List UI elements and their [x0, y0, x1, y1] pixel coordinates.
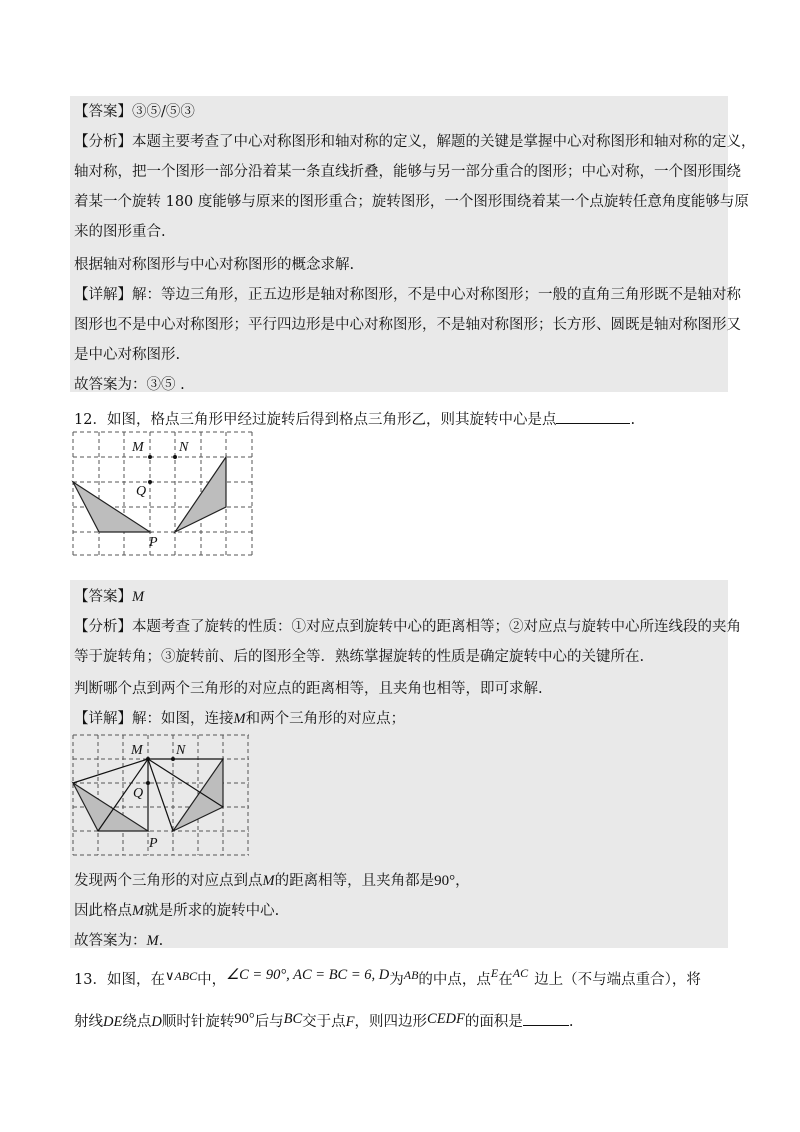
label-n: N [179, 440, 189, 455]
q12-analysis-note: 判断哪个点到两个三角形的对应点的距离相等，且夹角也相等，即可求解. [74, 681, 543, 697]
detail-label: 【详解】 [74, 287, 132, 303]
label-m: M [131, 743, 143, 758]
q13-stem-line-1: 13．如图，在∨$^{ABC}$中，∠C = 90°, AC = BC = 6, D为$^{AB}$的中点，点$^E$在$^{AC}$ 边上（不与端点重合），将 [74, 966, 701, 988]
answer-blank [556, 409, 630, 424]
q12-detail-line: 【详解】解：如图，连接M和两个三角形的对应点； [74, 711, 406, 727]
q11-analysis-note: 根据轴对称图形与中心对称图形的概念求解. [74, 257, 355, 273]
q11-analysis-line-2: 轴对称，把一个图形一部分沿着某一条直线折叠，能够与另一部分重合的图形；中心对称，一个图形围绕 [74, 164, 741, 180]
q12-conclusion: 因此格点M就是所求的旋转中心. [74, 903, 280, 919]
triangle-symbol: ∨ [164, 968, 175, 983]
angle-value: 90° [434, 873, 456, 889]
label-m: M [132, 440, 144, 455]
label-p: P [149, 535, 158, 550]
q11-analysis-line-4: 来的图形重合. [74, 224, 166, 240]
q11-detail-line-1: 【详解】解：等边三角形，正五边形是轴对称图形，不是中心对称图形；一般的直角三角形既不是轴对称 [74, 287, 741, 303]
label-q: Q [133, 786, 144, 801]
q11-answer [74, 100, 195, 121]
point-n-dot [171, 757, 175, 761]
answer-label: 【答案】 [74, 589, 132, 605]
q11-analysis-line-1: 【分析】本题主要考查了中心对称图形和轴对称的定义，解题的关键是掌握中心对称图形和轴对称的定义， [74, 134, 756, 150]
analysis-label: 【分析】 [74, 134, 132, 150]
q12-stem: 12．如图，格点三角形甲经过旋转后得到格点三角形乙，则其旋转中心是点 . [74, 408, 635, 429]
point-n-dot [173, 455, 177, 459]
q11-final-answer: 故答案为：③⑤ . [74, 377, 185, 393]
point-m-dot [146, 757, 150, 761]
q11-detail-line-3: 是中心对称图形. [74, 347, 181, 363]
q13-stem-line-2: 射线DE绕点D顺时针旋转90°后与BC交于点F，则四边形CEDF的面积是 . [74, 1011, 574, 1030]
q12-answer [74, 585, 144, 606]
point-q-dot [148, 480, 152, 484]
q11-detail-line-2: 图形也不是中心对称图形；平行四边形是中心对称图形，不是轴对称图形；长方形、圆既是轴对称图形又 [74, 317, 741, 333]
q12-solution-figure [71, 733, 253, 859]
label-q: Q [136, 484, 147, 499]
detail-label: 【详解】 [74, 711, 132, 727]
point-q-dot [146, 781, 150, 785]
point-m-dot [148, 455, 152, 459]
given-conditions: ∠C = 90°, AC = BC = 6, D [226, 967, 390, 983]
answer-value: ③⑤/⑤③ [132, 104, 195, 120]
q12-figure-grid [71, 430, 255, 558]
q11-analysis-line-3: 着某一个旋转 180 度能够与原来的图形重合；旋转图形，一个图形围绕着某一个点旋转任意角度能够与原 [74, 194, 749, 210]
q12-analysis-line-1: 【分析】本题考查了旋转的性质：①对应点到旋转中心的距离相等；②对应点与旋转中心所连线段的夹角 [74, 619, 741, 635]
analysis-label: 【分析】 [74, 619, 132, 635]
q12-finding: 发现两个三角形的对应点到点M的距离相等，且夹角都是90°， [74, 873, 470, 889]
answer-blank [523, 1011, 569, 1026]
label-n: N [176, 743, 186, 758]
q12-analysis-line-2: 等于旋转角；③旋转前、后的图形全等．熟练掌握旋转的性质是确定旋转中心的关键所在. [74, 649, 645, 665]
q12-final-answer: 故答案为：M. [74, 933, 164, 949]
label-p: P [149, 836, 158, 851]
answer-label: 【答案】 [74, 104, 132, 120]
answer-value: M [132, 589, 145, 605]
